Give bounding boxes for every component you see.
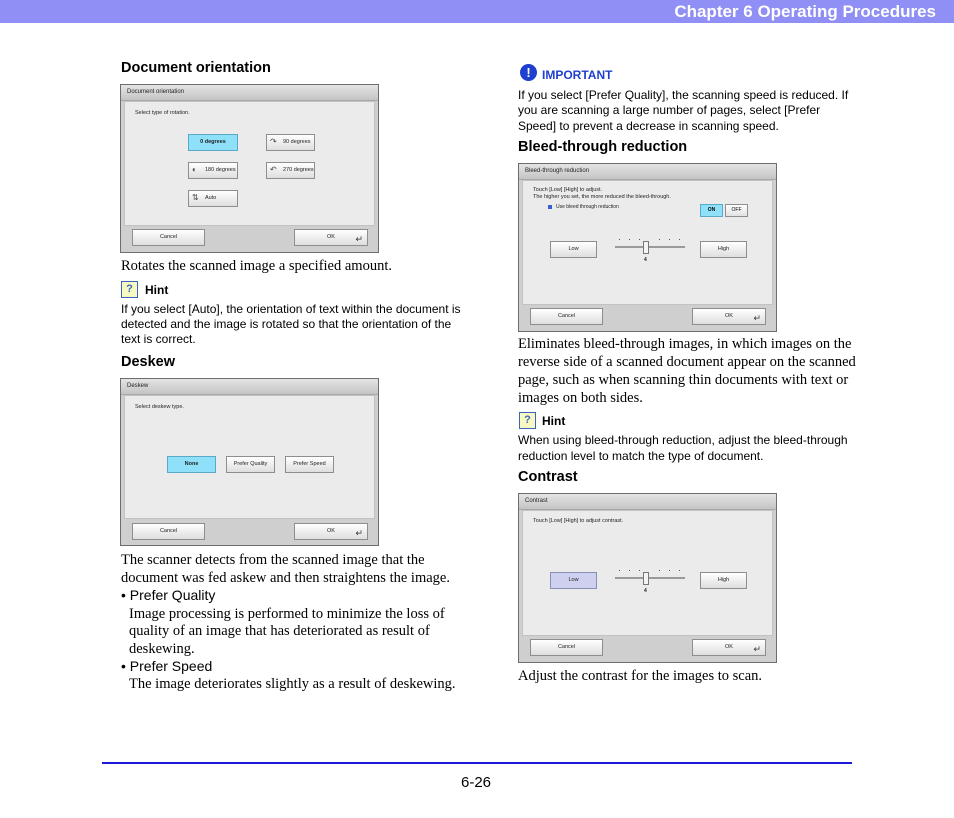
deskew-heading: Deskew (121, 354, 176, 370)
ok-button[interactable] (692, 308, 766, 325)
rotation-0-button[interactable]: 0 degrees (188, 134, 238, 151)
dialog-prompt-1: Touch [Low] [High] to adjust. (533, 187, 603, 193)
slider-track (615, 246, 685, 248)
slider-tick (659, 239, 660, 240)
bleed-through-dialog (518, 163, 777, 332)
on-toggle[interactable]: ON (700, 204, 723, 217)
rotate-180-icon: ◐ (192, 165, 197, 174)
ok-label: OK (327, 234, 335, 240)
slider-tick (679, 239, 680, 240)
deskew-dialog (120, 378, 379, 546)
checkbox-label: Use bleed through reduction (556, 204, 619, 210)
dialog-title: Document orientation (121, 85, 378, 101)
ok-label: OK (327, 528, 335, 534)
important-line-1: If you select [Prefer Quality], the scanning speed is reduced. If (518, 88, 849, 102)
rotation-270-button[interactable] (266, 162, 315, 179)
hint-text-line-2: detected and the image is rotated so that the orientation of the (121, 317, 452, 331)
enter-icon: ↵ (355, 234, 363, 244)
rotate-270-icon: ↶ (270, 165, 277, 174)
ok-button[interactable] (294, 523, 368, 540)
doc-orientation-dialog (120, 84, 379, 253)
prefer-speed-button[interactable]: Prefer Speed (285, 456, 334, 473)
contrast-level-slider[interactable] (615, 568, 685, 598)
auto-rotate-icon: ⇅ (192, 193, 199, 202)
prefer-quality-button[interactable]: Prefer Quality (226, 456, 275, 473)
deskew-body-line-2: document was fed askew and then straightens the image. (121, 570, 450, 586)
dialog-prompt: Select deskew type. (135, 404, 184, 410)
prefer-quality-line-2: quality of an image that has deteriorated as result of (129, 623, 430, 639)
ok-button[interactable] (294, 229, 368, 246)
important-line-2: you are scanning a large number of pages, select [Prefer (518, 103, 821, 117)
contrast-caption: Adjust the contrast for the images to scan. (518, 668, 763, 684)
hint-lightbulb-icon: ? (519, 412, 536, 429)
cancel-button[interactable]: Cancel (530, 639, 603, 656)
contrast-dialog (518, 493, 777, 663)
hint-label: Hint (145, 283, 169, 297)
dialog-prompt: Touch [Low] [High] to adjust contrast. (533, 518, 624, 524)
slider-knob[interactable] (643, 241, 649, 254)
important-exclamation-icon: ! (520, 64, 537, 81)
rotation-180-button[interactable] (188, 162, 238, 179)
important-line-3: Speed] to prevent a decrease in scanning speed. (518, 119, 779, 133)
bullet-prefer-quality: • Prefer Quality (121, 587, 216, 603)
rotation-auto-button[interactable] (188, 190, 238, 207)
cancel-button[interactable]: Cancel (132, 229, 205, 246)
low-button[interactable]: Low (550, 241, 597, 258)
slider-value: 4 (644, 257, 647, 263)
low-button[interactable]: Low (550, 572, 597, 589)
slider-knob[interactable] (643, 572, 649, 585)
page-number: 6-26 (461, 774, 492, 791)
high-button[interactable]: High (700, 572, 747, 589)
prefer-speed-line: The image deteriorates slightly as a result of deskewing. (129, 676, 456, 692)
off-toggle[interactable]: OFF (725, 204, 748, 217)
rotation-270-label: 270 degrees (283, 167, 314, 173)
slider-tick (639, 570, 640, 571)
slider-tick (629, 570, 630, 571)
prefer-quality-line-3: deskewing. (129, 641, 195, 657)
dialog-title: Bleed-through reduction (519, 164, 776, 180)
important-label: IMPORTANT (542, 68, 613, 82)
hint-text-line-1: If you select [Auto], the orientation of text within the document is (121, 302, 461, 316)
enter-icon: ↵ (753, 644, 761, 654)
cancel-button[interactable]: Cancel (530, 308, 603, 325)
dialog-title: Deskew (121, 379, 378, 395)
slider-tick (669, 570, 670, 571)
bleed-body-line-2: reverse side of a scanned document appear on the scanned (518, 354, 856, 370)
slider-value: 4 (644, 588, 647, 594)
ok-button[interactable] (692, 639, 766, 656)
bleed-body-line-3: page, such as when scanning thin documents with text or (518, 372, 849, 388)
hint-label: Hint (542, 414, 566, 428)
bleed-hint-line-1: When using bleed-through reduction, adjust the bleed-through (518, 433, 848, 447)
hint-text-line-3: text is correct. (121, 332, 196, 346)
cancel-button[interactable]: Cancel (132, 523, 205, 540)
prefer-quality-line-1: Image processing is performed to minimize the loss of (129, 606, 445, 622)
slider-tick (659, 570, 660, 571)
bleed-hint-line-2: reduction level to match the type of document. (518, 449, 764, 463)
deskew-body-line-1: The scanner detects from the scanned image that the (121, 552, 425, 568)
slider-tick (679, 570, 680, 571)
rotate-90-icon: ↷ (270, 137, 277, 146)
rotation-90-label: 90 degrees (283, 139, 311, 145)
chapter-header-bar (0, 0, 954, 23)
contrast-heading: Contrast (518, 469, 578, 485)
dialog-prompt-2: The higher you set, the more reduced the bleed-through. (533, 194, 671, 200)
dialog-prompt: Select type of rotation. (135, 110, 190, 116)
enter-icon: ↵ (355, 528, 363, 538)
bleed-level-slider[interactable] (615, 237, 685, 267)
deskew-none-button[interactable]: None (167, 456, 216, 473)
doc-orientation-caption: Rotates the scanned image a specified amount. (121, 258, 392, 274)
rotation-auto-label: Auto (205, 195, 217, 201)
bleed-body-line-4: images on both sides. (518, 390, 643, 406)
slider-tick (639, 239, 640, 240)
slider-tick (619, 570, 620, 571)
dialog-body (522, 180, 773, 305)
doc-orientation-heading: Document orientation (121, 60, 271, 76)
chapter-title: Chapter 6 Operating Procedures (674, 2, 936, 21)
hint-lightbulb-icon: ? (121, 281, 138, 298)
bleed-through-heading: Bleed-through reduction (518, 139, 688, 155)
slider-track (615, 577, 685, 579)
slider-tick (619, 239, 620, 240)
dialog-body (124, 395, 375, 519)
slider-tick (629, 239, 630, 240)
dialog-body (522, 510, 773, 636)
enter-icon: ↵ (753, 313, 761, 323)
dialog-body (124, 101, 375, 226)
bullet-prefer-speed: • Prefer Speed (121, 658, 213, 674)
ok-label: OK (725, 313, 733, 319)
bleed-body-line-1: Eliminates bleed-through images, in which images on the (518, 336, 852, 352)
ok-label: OK (725, 644, 733, 650)
dialog-title: Contrast (519, 494, 776, 510)
rotation-90-button[interactable] (266, 134, 315, 151)
slider-tick (669, 239, 670, 240)
footer-rule (102, 762, 852, 764)
checkbox-marker-icon (548, 205, 552, 209)
high-button[interactable]: High (700, 241, 747, 258)
rotation-180-label: 180 degrees (205, 167, 236, 173)
